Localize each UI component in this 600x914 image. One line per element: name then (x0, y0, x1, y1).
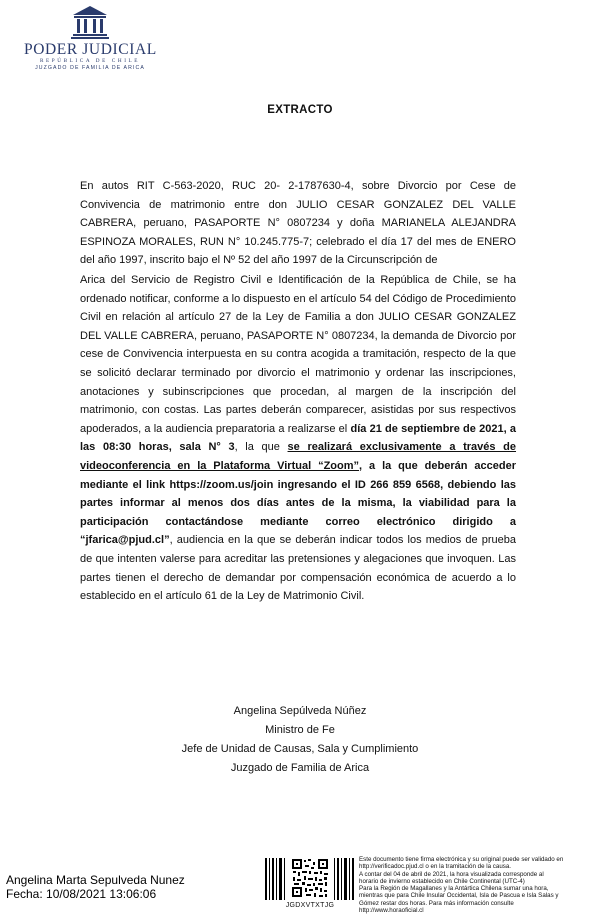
signature-block (0, 702, 600, 778)
notice-line: A contar del 04 de abril de 2021, la hora visualizada corresponde al (359, 870, 544, 878)
notice-line: Gómez restar dos horas. Para más información consulte (359, 899, 514, 907)
para2-text-f: , audiencia en la que se deberán indicar todos los medios de prueba de que intenten valerse para acreditar las pretensiones y alegaciones que invoquen. Las partes tienen el derecho de demandar por compensación económica de acuerdo a lo establecido en el artículo 61 de la Ley de Matrimonio Civil. (80, 534, 516, 603)
verification-barcode-area (264, 857, 356, 909)
para2-text-c: , la que (234, 441, 288, 454)
org-name: PODER JUDICIAL (24, 41, 157, 58)
signatory-name: Angelina Sepúlveda Núñez (233, 705, 367, 717)
document-title: EXTRACTO (267, 104, 333, 116)
court-name: JUZGADO DE FAMILIA DE ARICA (35, 65, 145, 71)
paragraph-2 (80, 271, 516, 606)
country-name: REPÚBLICA DE CHILE (39, 58, 141, 64)
courthouse-icon (70, 4, 110, 40)
notice-line: Este documento tiene firma electrónica y su original puede ser validado en (359, 856, 564, 863)
notice-line: http://verificadoc.pjud.cl o en la tramitación de la causa. (359, 863, 512, 871)
paragraph-1 (80, 177, 516, 270)
signer-date: Fecha: 10/08/2021 13:06:06 (6, 887, 157, 901)
notice-line: Para la Región de Magallanes y la Antártica Chilena sumar una hora, (359, 885, 549, 893)
signatory-role: Ministro de Fe (265, 724, 335, 736)
verification-code: JGDXVTXTJG (285, 902, 335, 909)
paragraph-2-text (80, 271, 516, 606)
videoconference-notice: se realizará exclusivamente a través de videoconferencia en la Plataforma Virtual “Zoom” (80, 441, 517, 472)
zoom-instructions: , a la que deberán acceder mediante el link https://zoom.us/join ingresando el ID 266 859 6568, debiendo las partes informar al menos dos días antes de la misma, la viabilidad para la participación contactándose mediante correo electrónico dirigido a “jfarica@pjud.cl” (80, 459, 516, 547)
para2-text-a: Arica del Servicio de Registro Civil e Identificación de la República de Chile, se ha ordenado notificar, conforme a lo dispuesto en el artículo 54 del Código de Procedimiento Civil en relación al artículo 27 de la Ley de Familia a don JULIO CESAR GONZALEZ DEL VALLE CABRERA, peruano, PASAPORTE N° 0807234, la demanda de Divorcio por cese de Convivencia interpuesta en su contra acogida a tramitación, respecto de la que se solicitó declarar terminado por divorcio el matrimonio y ordenar las inscripciones, anotaciones y subinscripciones que procedan, al margen de la inscripción del matrimonio, con costas. Las partes deberán comparecer, asistidas por sus respectivos apoderados, a la audiencia preparatoria a realizarse el (80, 274, 516, 435)
hearing-date-text: día 21 de septiembre de 2021, a las 08:30 horas, sala N° 3 (80, 422, 516, 454)
qr-code-icon (264, 857, 356, 901)
signatory-court: Juzgado de Familia de Arica (230, 762, 370, 774)
electronic-signature-notice (359, 856, 595, 914)
notice-line: horario de invierno establecido en Chile Continental (UTC-4) (359, 877, 525, 885)
signer-name: Angelina Marta Sepulveda Nunez (6, 873, 185, 887)
paragraph-1-text: En autos RIT C-563-2020, RUC 20- 2-1787630-4, sobre Divorcio por Cese de Convivencia de matrimonio entre don JULIO CESAR GONZALEZ DEL VALLE CABRERA, peruano, PASAPORTE N° 0807234 y doña MARIANELA ALEJANDRA ESPINOZA MORALES, RUN N° 10.245.775-7; celebrado el día 17 del mes de ENERO del año 1997, inscrito bajo el Nº 52 del año 1997 de la Circunscripción de (80, 180, 516, 267)
notice-line: mientras que para Chile Insular Occidental, Isla de Pascua e Isla Salas y (359, 892, 559, 900)
notice-line: http://www.horaoficial.cl (359, 907, 424, 914)
poder-judicial-logo (24, 4, 156, 72)
signatory-position: Jefe de Unidad de Causas, Sala y Cumplimiento (181, 743, 419, 755)
electronic-signer (6, 873, 185, 901)
